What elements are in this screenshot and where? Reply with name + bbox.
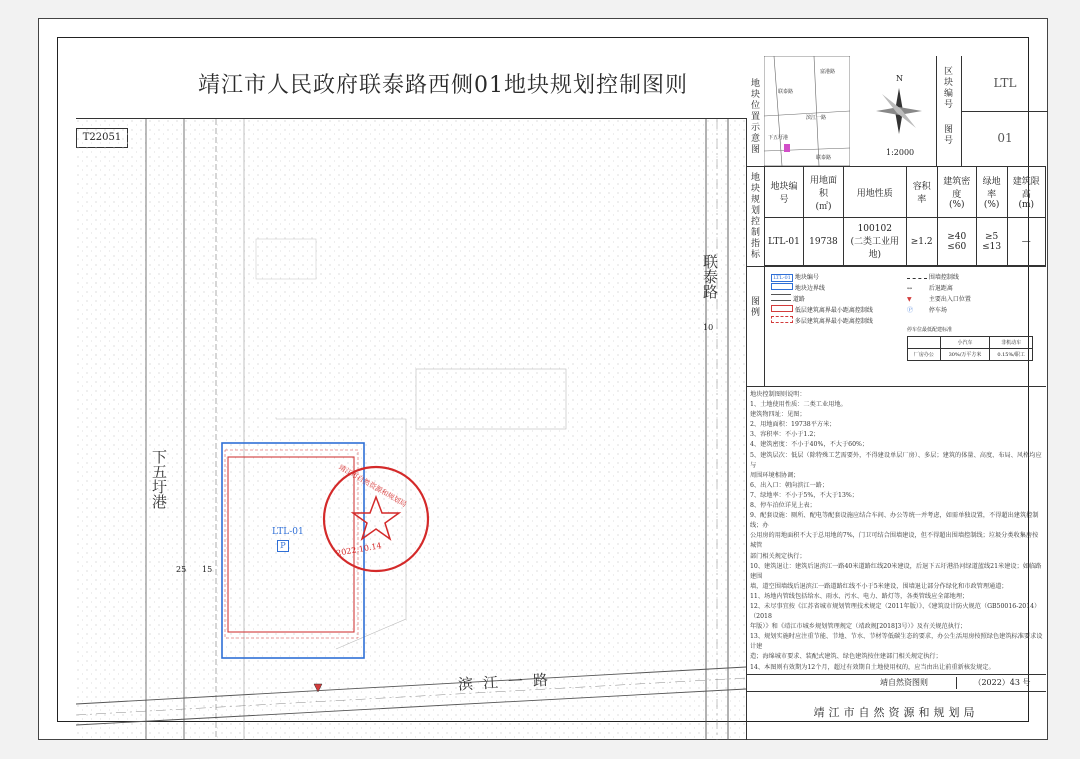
note-line: 4、建筑密度：不小于40%，不大于60%；	[750, 441, 869, 449]
note-line: 2、用地面积：19738平方米；	[750, 421, 836, 429]
legend-item	[771, 294, 873, 305]
info-panel	[746, 56, 1046, 739]
drawing-frame	[57, 37, 1043, 722]
seal-text: 靖江市自然资源和规划局	[337, 463, 408, 509]
legend-text: 围墙控制线	[928, 274, 959, 281]
parking-header-blank	[908, 337, 941, 349]
legend-right	[907, 272, 971, 316]
approval-label: 靖自然资图则	[880, 678, 928, 687]
cell: ≥40 ≤60	[937, 218, 976, 266]
col-header: 用地面积 (㎡)	[803, 167, 843, 218]
note-line: 10、建筑退让：建筑后退滨江一路40米道路红线20米建设，后退下五圩港沿河绿道蓝线21米建设；如临路建围	[750, 562, 1042, 580]
parking-standard-title: 停车位最低配建标准	[907, 327, 953, 333]
legend-text: 地块编号	[794, 274, 819, 281]
col-header: 用地性质	[844, 167, 907, 218]
legend-item	[771, 305, 873, 316]
note-line: 年版）》和《靖江市城乡规划管理规定（靖政规[2018]3号）》及有关规范执行；	[750, 623, 967, 631]
minimap-label-3: 滨江一路	[806, 115, 827, 121]
legend-text: 地块边界线	[794, 285, 825, 292]
parking-icon: Ⓟ	[907, 307, 914, 314]
parking-table	[907, 336, 1033, 361]
location-label: 地块位置示意图	[749, 78, 759, 155]
seal-date: 2022.10.14	[335, 541, 383, 558]
note-line: 8、停车泊位详见上表；	[750, 502, 816, 510]
parking-cell: 30%/万平方米	[940, 349, 990, 361]
parking-mark: P	[277, 540, 289, 552]
note-line: 1、土地使用性质：二类工业用地。	[750, 401, 847, 409]
col-header: 地块编号	[765, 167, 804, 218]
north-label: N	[896, 74, 903, 83]
note-line: 墙，道空围墙线后退滨江一路道路红线不小于5米建设，围墙退让部分作绿化和市政管理通道；	[750, 582, 1008, 590]
minimap-label-5: 联泰路	[816, 155, 832, 161]
legend-item	[771, 272, 873, 283]
road-swatch	[771, 294, 791, 301]
legend-item	[771, 316, 873, 327]
approval-number: （2022）43 号	[956, 677, 1047, 689]
map-canvas	[76, 119, 746, 740]
legend-text: 道路	[792, 296, 805, 303]
legend-text: 主要出入口位置	[928, 296, 971, 303]
col-header: 建筑密度 (%)	[937, 167, 976, 218]
note-line: 9、配套设施：厕所、配电等配套设施应结合车间、办公等统一并考虑，如需单独设置，不得超出建筑控制线；办	[750, 512, 1039, 530]
sheet-value: 01	[961, 111, 1048, 166]
legend-section	[746, 266, 1046, 387]
approval-row	[746, 674, 1046, 692]
legend-text: 停车场	[928, 307, 947, 314]
note-line: 造；海绵城市要求、装配式建筑、绿色建筑按住建部门相关规定执行；	[750, 653, 942, 661]
block-value: LTL	[961, 56, 1048, 112]
page-title: 靖江市人民政府联泰路西侧01地块规划控制图则	[198, 73, 688, 98]
legend-item	[907, 294, 971, 305]
cell: 19738	[803, 218, 843, 266]
road-east-label: 联泰路	[701, 254, 719, 299]
indicator-section	[746, 166, 1046, 267]
entrance-triangle-icon: ▼	[907, 296, 912, 303]
minimap-label-1: 联泰路	[778, 89, 794, 95]
location-section	[746, 56, 1046, 167]
parking-header: 非机动车	[990, 337, 1033, 349]
road-south-label: 滨江一路	[457, 670, 559, 694]
planning-map[interactable]	[76, 118, 747, 740]
boundary-swatch	[771, 283, 793, 290]
note-line: 7、绿地率：不小于5%，不大于13%；	[750, 491, 858, 499]
sheet-label: 图号	[942, 124, 952, 146]
col-header: 建筑限高 (m)	[1007, 167, 1045, 218]
minimap-label-2: 富港路	[820, 69, 836, 75]
multi-control-swatch	[771, 316, 793, 323]
map-scale: 1:2000	[886, 148, 915, 157]
legend-label: 图例	[749, 296, 759, 318]
parking-header: 小汽车	[940, 337, 990, 349]
legend-item	[907, 283, 971, 294]
parking-cell: 厂房办公	[908, 349, 941, 361]
setback-arrow-icon: ↔	[907, 285, 913, 292]
cell: ≥1.2	[906, 218, 937, 266]
note-line: 13、规划实施时应注重节能、节地、节水、节材等低碳生态的要求，办公生活用房按照绿色建筑标准要求设计建	[750, 633, 1043, 651]
dim-15: 15	[202, 565, 213, 574]
location-minimap[interactable]	[764, 56, 850, 166]
dim-25: 25	[176, 565, 187, 574]
block-label: 区块编号	[942, 66, 952, 110]
col-header: 绿地率 (%)	[976, 167, 1007, 218]
terrain-texture	[76, 119, 746, 740]
index-box	[936, 56, 1047, 166]
indicator-table	[764, 166, 1046, 266]
drawing-sheet	[38, 18, 1048, 740]
indicator-value-row	[765, 218, 1046, 266]
indicator-header-row	[765, 167, 1046, 218]
cell: 100102 (二类工业用地)	[844, 218, 907, 266]
planning-notes	[750, 390, 1044, 673]
cell: ≥5 ≤13	[976, 218, 1007, 266]
legend-text: 后退距离	[928, 285, 953, 292]
dim-10: 10	[703, 323, 714, 332]
note-line: 公用房的用地面积不大于总用地的7%，门卫可结合围墙建设，但不得超出围墙控制线；垃圾分类收集房按城管	[750, 532, 1039, 550]
note-line: 14、本图则有效期为12个月，超过有效期自土地使用权的，应当由出让前重新核发规定。	[750, 663, 995, 671]
legend-body	[764, 266, 1047, 386]
low-control-swatch	[771, 305, 793, 312]
legend-left	[771, 272, 873, 327]
note-line: 部门相关规定执行；	[750, 552, 806, 560]
indicator-label: 地块规划控制指标	[749, 172, 759, 260]
north-arrow-icon	[874, 86, 924, 136]
legend-text: 多层建筑离界最小距离控制线	[794, 318, 873, 325]
note-line: 周围环境相协调；	[750, 471, 800, 479]
legend-item	[771, 283, 873, 294]
river-label: 下五圩港	[150, 449, 168, 509]
legend-item	[907, 305, 971, 316]
cell: —	[1007, 218, 1045, 266]
legend-item	[907, 272, 971, 283]
note-line: 5、建筑层次：低层（除特殊工艺需要外，不得建设单层厂房）、多层；建筑的体量、高度、布局、风格均应与	[750, 451, 1042, 469]
note-line: 3、容积率：不小于1.2；	[750, 431, 820, 439]
legend-text: 低层建筑离界最小距离控制线	[794, 307, 873, 314]
legend-sample: LTL-01	[771, 274, 793, 282]
notes-title: 地块控制图则说明：	[750, 391, 806, 398]
minimap-label-4: 下五圩港	[768, 135, 789, 141]
bureau-name: 靖江市自然资源和规划局	[813, 706, 979, 719]
note-line: 6、出入口：朝向滨江一路；	[750, 481, 829, 489]
col-header: 容积率	[906, 167, 937, 218]
parking-cell: 0.15%/职工	[990, 349, 1033, 361]
cell: LTL-01	[765, 218, 804, 266]
wall-swatch	[907, 278, 927, 279]
note-line: 12、未尽事宜按《江苏省城市规划管理技术规定（2011年版）》、《建筑设计防火规范（GB50016-2014）（2018	[750, 602, 1041, 621]
plot-label: LTL-01	[272, 527, 304, 537]
note-line: 建筑物四址：见图；	[750, 411, 806, 419]
note-line: 11、场地内管线包括给水、雨水、污水、电力、路灯等，各类管线应全部地埋；	[750, 592, 969, 600]
